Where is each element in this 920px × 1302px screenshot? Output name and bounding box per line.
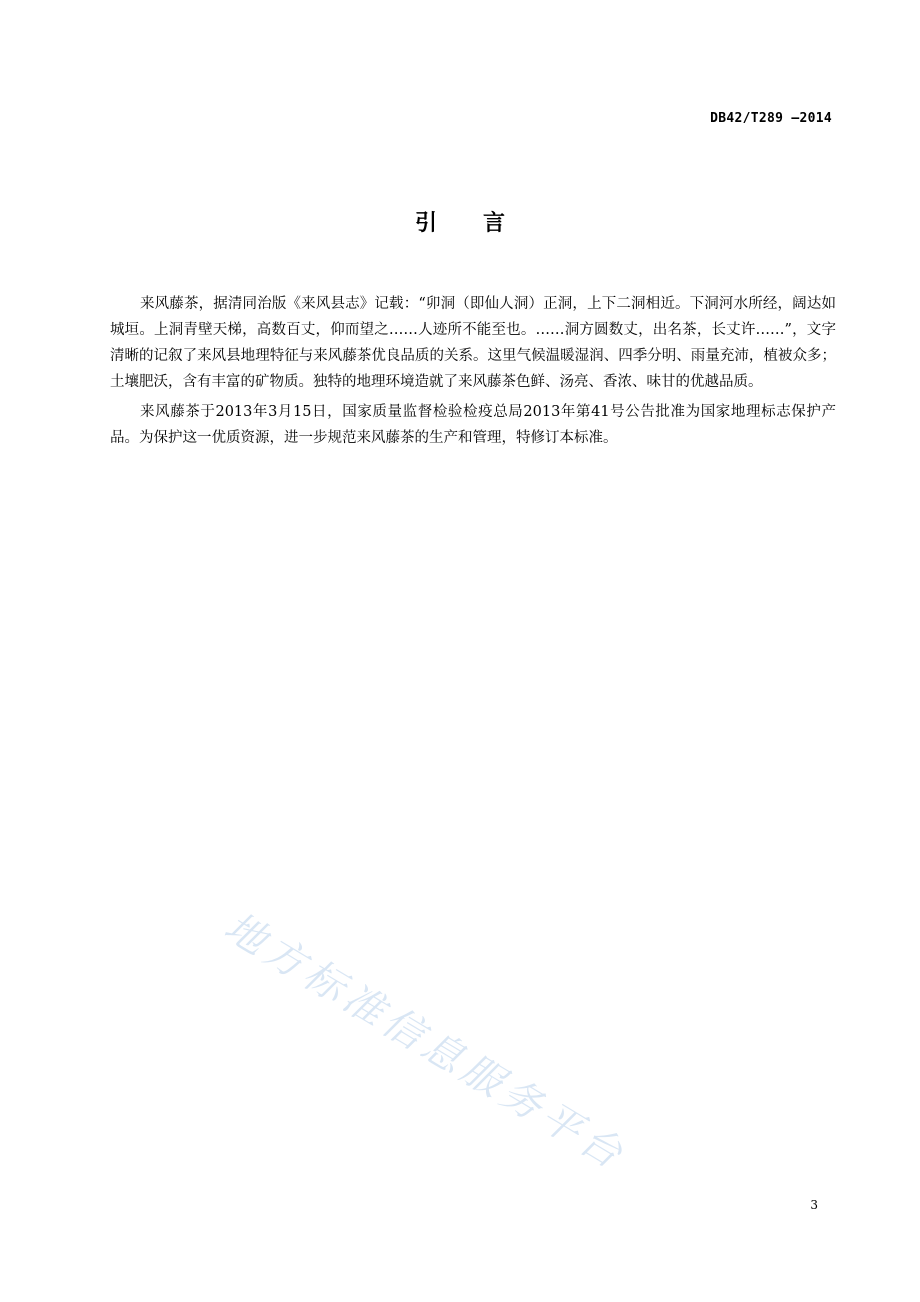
document-code: DB42/T289 —2014 <box>710 111 832 126</box>
watermark: 地方标准信息服务平台 <box>216 903 635 1181</box>
paragraph-2: 来风藤茶于2013年3月15日，国家质量监督检验检疫总局2013年第41号公告批准为国家地理标志保护产品。为保护这一优质资源，进一步规范来风藤茶的生产和管理，特修订本标准。 <box>110 404 836 446</box>
page-number: 3 <box>810 1198 818 1212</box>
paragraph-1: 来风藤茶，据清同治版《来风县志》记载：“卯洞（即仙人洞）正洞，上下二洞相近。下洞河水所经，阔达如城垣。上洞青壁天梯，高数百丈，仰而望之……人迹所不能至也。……洞方圆数丈，出名茶，长丈许……”，文字清晰的记叙了来风县地理特征与来风藤茶优良品质的关系。这里气候温暖湿润、四季分明、雨量充沛，植被众多；土壤肥沃，含有丰富的矿物质。独特的地理环境造就了来风藤茶色鲜、汤亮、香浓、味甘的优越品质。 <box>110 296 836 390</box>
page-title: 引言 <box>414 211 551 236</box>
body-text <box>110 291 836 455</box>
